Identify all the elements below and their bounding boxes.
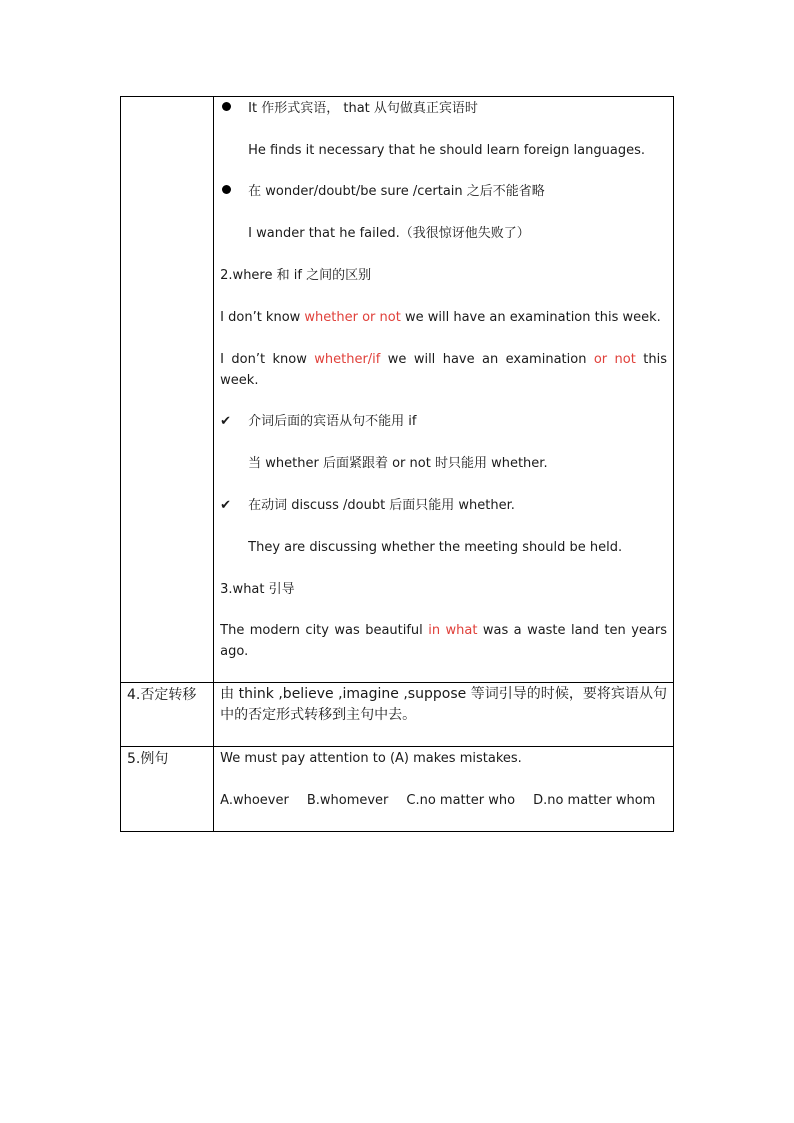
bullet-dot-icon bbox=[222, 102, 231, 111]
content-cell bbox=[214, 97, 674, 683]
table-row bbox=[121, 747, 674, 832]
example-sentence: I don’t know whether or not we will have an examination this week. bbox=[220, 310, 661, 325]
checkmark-icon: ✔ bbox=[220, 498, 232, 513]
table-row bbox=[121, 683, 674, 747]
bullet-text: It 作形式宾语， that 从句做真正宾语时 bbox=[248, 101, 478, 116]
bullet-item bbox=[220, 97, 667, 119]
rule-text: 由 think ,believe ,imagine ,suppose 等词引导的时候，要将宾语从句中的否定形式转移到主句中去。 bbox=[220, 686, 667, 723]
note-text: 当 whether 后面紧跟着 or not 时只能用 whether. bbox=[248, 456, 548, 471]
table-row bbox=[121, 97, 674, 683]
check-text: 介词后面的宾语从句不能用 if bbox=[248, 414, 417, 429]
example-sentence: They are discussing whether the meeting should be held. bbox=[248, 540, 623, 555]
example-sentence: I wander that he failed.（我很惊讶他失败了） bbox=[248, 226, 530, 241]
highlight-text: whether or not bbox=[304, 310, 401, 325]
option-c: C.no matter who bbox=[406, 793, 516, 808]
highlight-text: or not bbox=[593, 352, 636, 367]
highlight-text: in what bbox=[428, 623, 478, 638]
example-sentence: The modern city was beautiful in what was a waste land ten years ago. bbox=[220, 623, 667, 659]
checkmark-icon: ✔ bbox=[220, 414, 232, 429]
bullet-dot-icon bbox=[222, 185, 231, 194]
row-label-cell bbox=[121, 747, 214, 832]
row-label: 4.否定转移 bbox=[127, 687, 197, 703]
row-label-cell bbox=[121, 97, 214, 683]
check-text: 在动词 discuss /doubt 后面只能用 whether. bbox=[248, 498, 515, 513]
option-d: D.no matter whom bbox=[533, 793, 656, 808]
section-heading: 3.what 引导 bbox=[220, 582, 295, 597]
option-b: B.whomever bbox=[306, 793, 389, 808]
options-line bbox=[220, 790, 667, 811]
question-text: We must pay attention to (A) makes mistakes. bbox=[220, 751, 522, 766]
option-a: A.whoever bbox=[220, 793, 289, 808]
content-cell bbox=[214, 683, 674, 747]
content-cell bbox=[214, 747, 674, 832]
check-item bbox=[220, 411, 667, 432]
row-label-cell bbox=[121, 683, 214, 747]
row-label: 5.例句 bbox=[127, 751, 169, 767]
check-item bbox=[220, 495, 667, 516]
grammar-table bbox=[120, 96, 674, 832]
section-heading: 2.where 和 if 之间的区别 bbox=[220, 268, 372, 283]
example-sentence: I don’t know whether/if we will have an examination or not this week. bbox=[220, 352, 667, 388]
row-label bbox=[121, 97, 213, 101]
example-sentence: He finds it necessary that he should learn foreign languages. bbox=[248, 143, 645, 158]
bullet-item bbox=[220, 181, 667, 202]
bullet-text: 在 wonder/doubt/be sure /certain 之后不能省略 bbox=[248, 184, 545, 199]
highlight-text: whether/if bbox=[314, 352, 381, 367]
